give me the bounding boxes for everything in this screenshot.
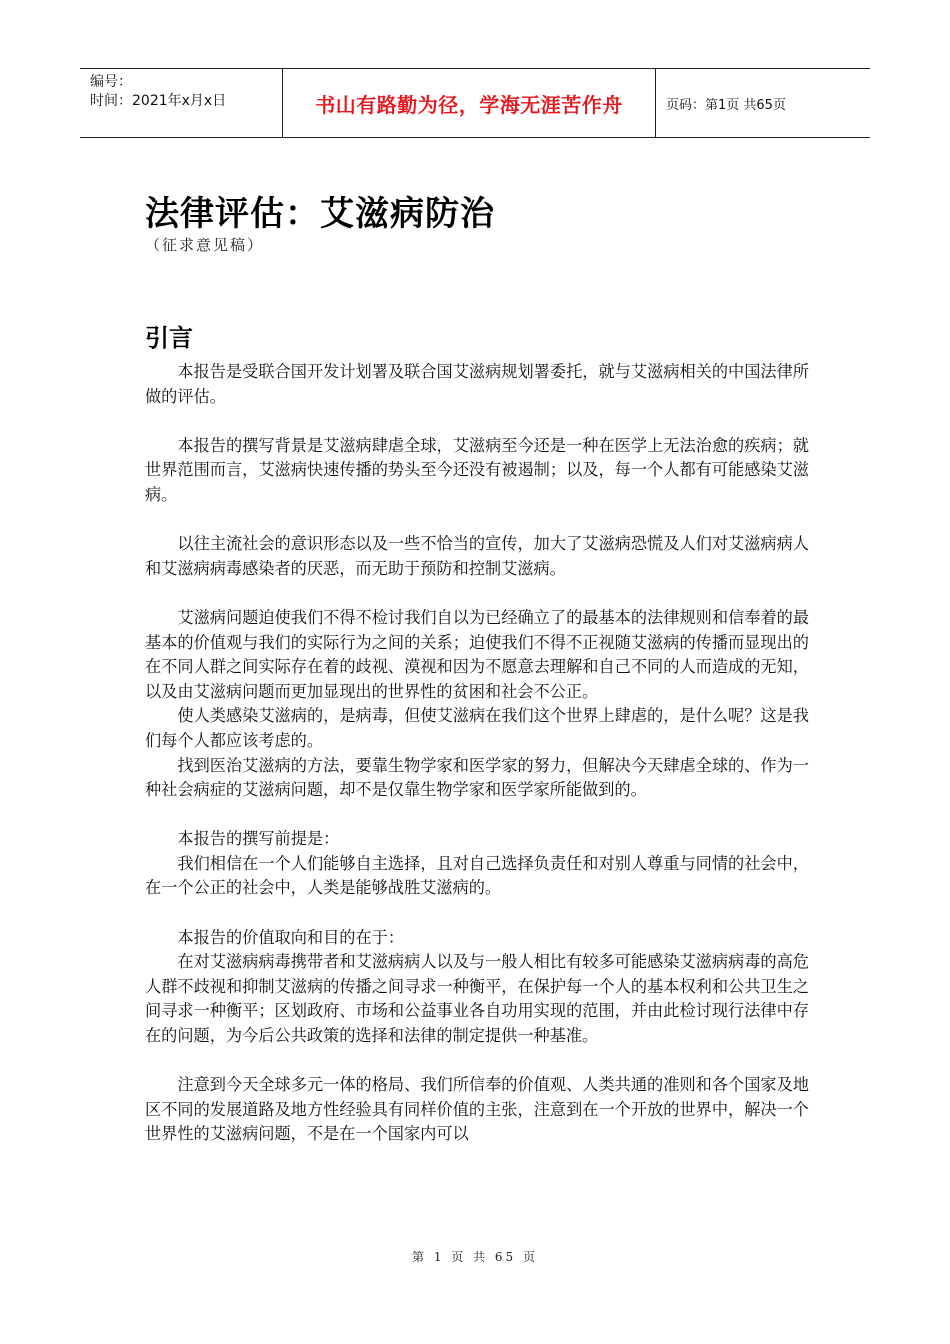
document-title: 法律评估：艾滋病防治 [145, 194, 495, 234]
paragraph: 使人类感染艾滋病的，是病毒，但使艾滋病在我们这个世界上肆虐的，是什么呢？这是我们每个人都应该考虑的。 [145, 706, 809, 750]
document-header [80, 68, 870, 138]
paragraph: 我们相信在一个人们能够自主选择，且对自己选择负责任和对别人尊重与同情的社会中，在一个公正的社会中，人类是能够战胜艾滋病的。 [145, 853, 809, 898]
document-date: 时间：2021年x月x日 [90, 93, 227, 109]
paragraph: 本报告的撰写前提是： [177, 829, 340, 849]
document-number-label: 编号： [90, 74, 132, 90]
paragraph: 注意到今天全球多元一体的格局、我们所信奉的价值观、人类共通的准则和各个国家及地区不同的发展道路及地方性经验具有同样价值的主张，注意到在一个开放的世界中，解决一个世界性的艾滋病问题，不是在一个国家内可以 [145, 1075, 809, 1144]
document-body [145, 360, 809, 1147]
paragraph: 以往主流社会的意识形态以及一些不恰当的宣传，加大了艾滋病恐慌及人们对艾滋病病人和艾滋病病毒感染者的厌恶，而无助于预防和控制艾滋病。 [145, 534, 809, 578]
page-footer: 第 1 页 共 65 页 [412, 1250, 538, 1264]
header-motto: 书山有路勤为径，学海无涯苦作舟 [283, 69, 656, 137]
paragraph: 本报告的价值取向和目的在于： [177, 927, 405, 947]
paragraph: 本报告是受联合国开发计划署及联合国艾滋病规划署委托，就与艾滋病相关的中国法律所做的评估。 [145, 362, 809, 406]
paragraph: 在对艾滋病病毒携带者和艾滋病病人以及与一般人相比有较多可能感染艾滋病病毒的高危人群不歧视和抑制艾滋病的传播之间寻求一种衡平，在保护每一个人的基本权利和公共卫生之间寻求一种衡平；区划政府、市场和公益事业各自功用实现的范围，并由此检讨现行法律中存在的问题，为今后公共政策的选择和法律的制定提供一种基准。 [145, 952, 809, 1046]
section-heading-introduction: 引言 [145, 324, 193, 352]
paragraph: 找到医治艾滋病的方法，要靠生物学家和医学家的努力，但解决今天肆虐全球的、作为一种社会病症的艾滋病问题，却不是仅靠生物学家和医学家所能做到的。 [145, 755, 809, 800]
paragraph: 本报告的撰写背景是艾滋病肆虐全球，艾滋病至今还是一种在医学上无法治愈的疾病；就世界范围而言，艾滋病快速传播的势头至今还没有被遏制；以及，每一个人都有可能感染艾滋病。 [145, 435, 809, 504]
header-meta [80, 69, 283, 137]
paragraph: 艾滋病问题迫使我们不得不检讨我们自以为已经确立了的最基本的法律规则和信奉着的最基本的价值观与我们的实际行为之间的关系；迫使我们不得不正视随艾滋病的传播而显现出的在不同人群之间实际存在着的歧视、漠视和因为不愿意去理解和自己不同的人而造成的无知，以及由艾滋病问题而更加显现出的世界性的贫困和社会不公正。 [145, 607, 809, 701]
header-page-info: 页码：第1页 共65页 [666, 97, 786, 113]
document-subtitle: （征求意见稿） [145, 236, 265, 254]
